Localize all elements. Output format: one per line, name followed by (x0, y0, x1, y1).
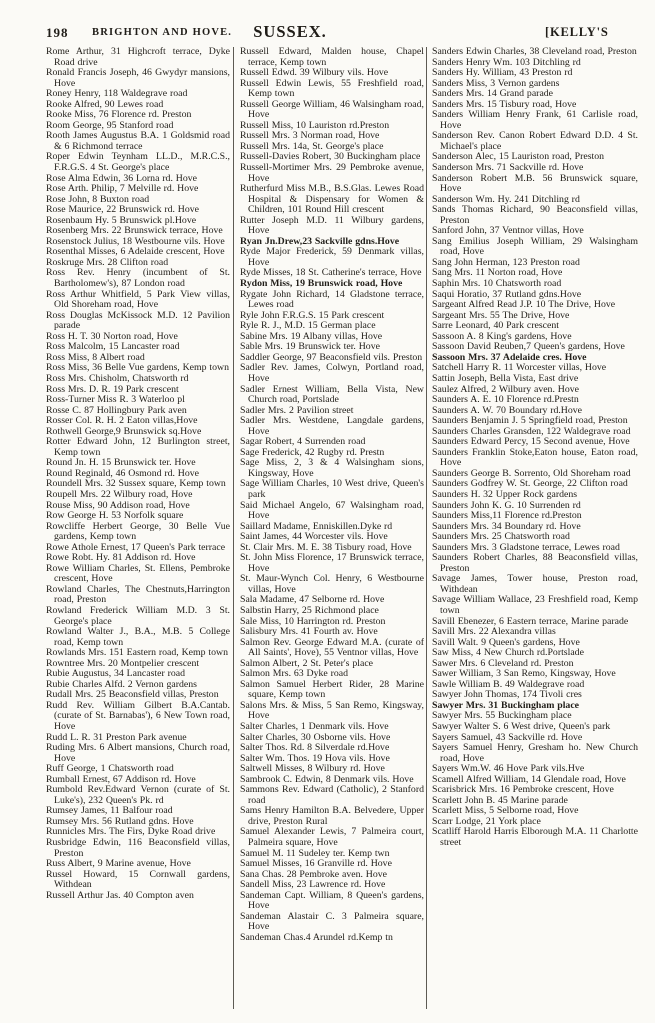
directory-entry: Salmon Albert, 2 St. Peter's place (240, 657, 374, 669)
directory-entry: Sands Thomas Richard, 90 Beaconsfield villas, Preston (432, 204, 638, 226)
directory-entry: Ryle John F.R.G.S. 15 Park crescent (240, 309, 385, 321)
directory-entry: Sanderson Mrs. 71 Sackville rd. Hove (432, 162, 584, 174)
directory-entry: Rowland Walter J., B.A., M.B. 5 College road, Kemp town (46, 626, 230, 648)
directory-entry: Russel Howard, 15 Cornwall gardens, Withdean (46, 868, 230, 891)
directory-entry: Room George, 95 Stanford road (46, 119, 174, 131)
directory-entry: Rosenberg Mrs. 22 Brunswick terrace, Hove (46, 225, 223, 237)
directory-entry: Sambrook C. Edwin, 8 Denmark vils. Hove (240, 773, 414, 785)
directory-entry: Rothwell George,9 Brunswick sq.Hove (46, 425, 202, 437)
directory-entry: Sanderson Wm. Hy. 241 Ditchling rd (432, 193, 580, 205)
directory-entry: Rome Arthur, 31 Highcroft terrace, Dyke Road drive (46, 47, 230, 68)
directory-entry: Sang Mrs. 11 Norton road, Hove (432, 267, 563, 279)
directory-entry: Saunders Mrs. 3 Gladstone terrace, Lewes road (432, 541, 620, 553)
directory-entry: Rutter Joseph M.D. 11 Wilbury gardens, Hove (240, 214, 424, 237)
directory-entry: Rudd L. R. 31 Preston Park avenue (46, 731, 187, 743)
directory-entry: Rumsey James, 11 Balfour road (46, 805, 173, 817)
directory-entry: Saphin Mrs. 10 Chatsworth road (432, 278, 562, 290)
directory-entry: Sanford John, 37 Ventnor villas, Hove (432, 225, 584, 237)
directory-entry: Sassoon A. 8 King's gardens, Hove (432, 330, 572, 342)
directory-entry: Sanderson Alec, 15 Lauriston road, Preston (432, 151, 605, 163)
directory-entry: Russell Edward, Malden house, Chapel terrace, Kemp town (240, 47, 424, 68)
directory-entry: Sanders Henry Wm. 103 Ditchling rd (432, 56, 581, 68)
column-divider (426, 47, 427, 1009)
directory-entry: Rusbridge Edwin, 116 Beaconsfield villas, Preston (46, 837, 230, 859)
directory-entry: Sanderson Robert M.B. 56 Brunswick square, Hove (432, 172, 638, 195)
directory-entry: Savage William Wallace, 23 Freshfield road, Kemp town (432, 594, 638, 616)
directory-entry: Sandell Miss, 23 Lawrence rd. Hove (240, 879, 386, 891)
directory-entry: Rowlands Mrs. 151 Eastern road, Kemp town (46, 647, 228, 659)
directory-entry: Roper Edwin Teynham LL.D., M.R.C.S., F.R.G.S. 4 St. George's place (46, 151, 230, 174)
directory-entry: Saddler George, 97 Beaconsfield vils. Preston (240, 351, 423, 363)
directory-entry: Rygate John Richard, 14 Gladstone terrace, Lewes road (240, 288, 424, 311)
directory-entry: Russell Miss, 10 Lauriston rd.Preston (240, 119, 390, 131)
directory-entry: Runnicles Mrs. The Firs, Dyke Road drive (46, 826, 216, 838)
directory-entry: Sana Chas. 28 Pembroke aven. Hove (240, 868, 388, 880)
directory-entry: Salmon Rev. George Edward M.A. (curate of All Saints', Hove), 55 Ventnor villas, Hove (240, 636, 424, 659)
directory-entry: Saunders H. 32 Upper Rock gardens (432, 488, 578, 500)
directory-entry: Sanders Mrs. 14 Grand parade (432, 88, 554, 100)
directory-entry: Ross-Turner Miss R. 3 Waterloo pl (46, 394, 185, 406)
directory-entry: Saunders Charles Gransden, 122 Waldegrave road (432, 425, 631, 437)
directory-entry: Sawyer Mrs. 55 Buckingham place (432, 710, 572, 722)
directory-entry: Sawyer Mrs. 31 Buckingham place (432, 699, 580, 711)
directory-entry: Sanderson Rev. Canon Robert Edward D.D. 4 St. Michael's place (432, 130, 638, 152)
directory-entry: Rose Arth. Philip, 7 Melville rd. Hove (46, 183, 199, 195)
directory-entry: Saunders Edward Percy, 15 Second avenue, Hove (432, 436, 630, 448)
directory-entry: Sadler Rev. James, Colwyn, Portland road, Hove (240, 362, 424, 384)
directory-entry: Row George H. 53 Norfolk square (46, 510, 184, 522)
directory-entry: Russell Arthur Jas. 40 Compton aven (46, 889, 194, 901)
directory-entry: Sawyer John Thomas, 174 Tivoli cres (432, 689, 582, 701)
directory-entry: Roskruge Mrs. 28 Clifton road (46, 256, 169, 268)
directory-entry: St. Maur-Wynch Col. Henry, 6 Westbourne villas, Hove (240, 573, 424, 595)
directory-entry: Scamell Alfred William, 14 Glendale road, Hove (432, 773, 626, 785)
directory-entry: Russell-Mortimer Mrs. 29 Pembroke avenue, Hove (240, 162, 424, 184)
directory-entry: Ross Arthur Whitfield, 5 Park View villas, Old Shoreham road, Hove (46, 288, 230, 311)
directory-entry: Sanders Mrs. 15 Tisbury road, Hove (432, 98, 577, 110)
directory-entry: Scarlett Miss, 5 Selborne road, Hove (432, 805, 579, 817)
directory-entry: Rubie Augustus, 34 Lancaster road (46, 668, 186, 680)
county-title: SUSSEX. (253, 22, 327, 41)
directory-entry: Sanders William Henry Frank, 61 Carlisle road, Hove (432, 109, 638, 131)
directory-entry: Ronald Francis Joseph, 46 Gwydyr mansions, Hove (46, 67, 230, 89)
directory-entry: Ross Malcolm, 15 Lancaster road (46, 341, 180, 353)
directory-entry: Savage James, Tower house, Preston road, Withdean (432, 573, 638, 595)
directory-entry: Rumball Ernest, 67 Addison rd. Hove (46, 773, 196, 785)
page-header (0, 0, 655, 46)
directory-entry: Salisbury Mrs. 41 Fourth av. Hove (240, 626, 378, 638)
directory-entry: Rowe Robt. Hy. 81 Addison rd. Hove (46, 552, 196, 564)
directory-entry: Rosenstock Julius, 18 Westbourne vils. Hove (46, 235, 225, 247)
directory-entry: Sassoon Mrs. 37 Adelaide cres. Hove (432, 351, 587, 363)
directory-entry: Sadler Mrs. Westdene, Langdale gardens, Hove (240, 415, 424, 437)
directory-entry: Rosse C. 87 Hollingbury Park aven (46, 404, 187, 416)
directory-entry: Sable Mrs. 19 Brunswick ter. Hove (240, 341, 380, 353)
directory-entry: Roney Henry, 118 Waldegrave road (46, 88, 188, 100)
directory-entry: Rowcliffe Herbert George, 30 Belle Vue gardens, Kemp town (46, 520, 230, 543)
directory-entry: Rubie Charles Alfd. 2 Vernon gardens (46, 678, 197, 690)
directory-entry: Sale Miss, 10 Harrington rd. Preston (240, 615, 386, 627)
directory-entry: Sage William Charles, 10 West drive, Queen's park (240, 478, 424, 500)
directory-entry: Ross Mrs. D. R. 19 Park crescent (46, 383, 179, 395)
directory-entry: Rouse Miss, 90 Addison road, Hove (46, 499, 190, 511)
directory-entry: Ruding Mrs. 6 Albert mansions, Church road, Hove (46, 742, 230, 764)
directory-entry: Sandeman Alastair C. 3 Palmeira square, Hove (240, 910, 424, 933)
directory-entry: Said Michael Angelo, 67 Walsingham road, Hove (240, 499, 424, 522)
directory-entry: Salmon Samuel Herbert Rider, 28 Marine square, Kemp town (240, 678, 424, 701)
directory-entry: Roupell Mrs. 22 Wilbury road, Hove (46, 488, 193, 500)
directory-entry: Saunders A. E. 10 Florence rd.Prestn (432, 394, 579, 406)
directory-entry: Saillard Madame, Enniskillen.Dyke rd (240, 520, 393, 532)
directory-entry: Savill Walt. 9 Queen's gardens, Hove (432, 636, 580, 648)
column-divider (233, 47, 234, 1009)
directory-entry: Sammons Rev. Edward (Catholic), 2 Stanford road (240, 784, 424, 806)
directory-entry: Salmon Mrs. 63 Dyke road (240, 668, 348, 680)
directory-entry: Sadler Ernest William, Bella Vista, New Church road, Portslade (240, 383, 424, 406)
directory-entry: Sayers Samuel, 43 Sackville rd. Hove (432, 731, 583, 743)
directory-entry: Rotter Edward John, 12 Burlington street, Kemp town (46, 436, 230, 458)
directory-entry: Sadler Mrs. 2 Pavilion street (240, 404, 354, 416)
directory-column-3 (432, 47, 638, 1015)
directory-entry: Sabine Mrs. 19 Albany villas, Hove (240, 330, 383, 342)
directory-entry: Ruff George, 1 Chatsworth road (46, 763, 174, 775)
directory-entry: Sage Frederick, 42 Rugby rd. Prestn (240, 446, 385, 458)
directory-entry: Savill Ebenezer, 6 Eastern terrace, Marine parade (432, 615, 629, 627)
directory-entry: Rydon Miss, 19 Brunswick road, Hove (240, 278, 403, 290)
directory-entry: Rooke Miss, 76 Florence rd. Preston (46, 109, 192, 121)
directory-entry: Saint James, 44 Worcester vils. Hove (240, 531, 388, 543)
directory-entry: Salbstin Harry, 25 Richmond place (240, 604, 379, 616)
directory-entry: Russell Edwin Lewis, 55 Freshfield road, Kemp town (240, 77, 424, 100)
directory-entry: Rowland Charles, The Chestnuts,Harrington road, Preston (46, 583, 230, 606)
directory-entry: Sawer William, 3 San Remo, Kingsway, Hove (432, 668, 616, 680)
directory-entry: Sawer Mrs. 6 Cleveland rd. Preston (432, 657, 574, 669)
directory-entry: Round Jn. H. 15 Brunswick ter. Hove (46, 457, 196, 469)
directory-entry: Sala Madame, 47 Selborne rd. Hove (240, 594, 385, 606)
directory-entry: Sargeant Alfred Read J.P. 10 The Drive, Hove (432, 299, 616, 311)
directory-entry: Ryan Jn.Drew,23 Sackville gdns.Hove (240, 235, 400, 247)
directory-entry: Rooth James Augustus B.A. 1 Goldsmid road & 6 Richmond terrace (46, 130, 230, 152)
directory-entry: Rosenthal Misses, 6 Adelaide crescent, Hove (46, 246, 225, 258)
directory-entry: St. John Miss Florence, 17 Brunswick terrace, Hove (240, 552, 424, 574)
directory-entry: Samuel Misses, 16 Granville rd. Hove (240, 858, 392, 870)
directory-entry: Salter Thos. Rd. 8 Silverdale rd.Hove (240, 742, 390, 754)
directory-entry: Saqui Horatio, 37 Rutland gdns.Hove (432, 288, 582, 300)
directory-entry: Scarlett John B. 45 Marine parade (432, 794, 568, 806)
directory-entry: Saunders George B. Sorrento, Old Shoreham road (432, 467, 631, 479)
directory-entry: Sattin Joseph, Bella Vista, East drive (432, 372, 579, 384)
directory-entry: Russell Mrs. 14a, St. George's place (240, 140, 384, 152)
directory-entry: Sage Miss, 2, 3 & 4 Walsingham sions, Kingsway, Hove (240, 457, 424, 479)
directory-entry: Sams Henry Hamilton B.A. Belvedere, Upper drive, Preston Rural (240, 805, 424, 827)
directory-entry: Savill Mrs. 22 Alexandra villas (432, 626, 556, 638)
directory-entry: Rowe William Charles, St. Ellens, Pembroke crescent, Hove (46, 562, 230, 585)
directory-entry: Ross H. T. 30 Norton road, Hove (46, 330, 178, 342)
directory-entry: Saulez Alfred, 2 Wilbury aven. Hove (432, 383, 579, 395)
directory-entry: Saunders Mrs. 25 Chatsworth road (432, 531, 570, 543)
directory-entry: Rudall Mrs. 25 Beaconsfield villas, Preston (46, 689, 219, 701)
directory-entry: Rumsey Mrs. 56 Rutland gdns. Hove (46, 815, 194, 827)
directory-entry: Russell Mrs. 3 Norman road, Hove (240, 130, 380, 142)
directory-entry: Rowntree Mrs. 20 Montpelier crescent (46, 657, 200, 669)
directory-entry: Saw Miss, 4 New Church rd.Portslade (432, 647, 584, 659)
directory-entry: Saunders Franklin Stoke,Eaton house, Eaton road, Hove (432, 446, 638, 469)
directory-entry: Ross Rev. Henry (incumbent of St. Bartholomew's), 87 London road (46, 267, 230, 290)
directory-entry: Ryde Misses, 18 St. Catherine's terrace, Hove (240, 267, 422, 279)
directory-entry: Sang John Herman, 123 Preston road (432, 256, 580, 268)
directory-entry: Rutherfurd Miss M.B., B.S.Glas. Lewes Road Hospital & Dispensary for Women & Children, 101 Round Hill crescent (240, 183, 424, 216)
directory-entry: Saunders John K. G. 10 Surrenden rd (432, 499, 581, 511)
directory-entry: Saunders Robert Charles, 88 Beaconsfield villas, Preston (432, 552, 638, 574)
directory-entry: Ryle R. J., M.D. 15 German place (240, 320, 376, 332)
directory-entry: Sagar Robert, 4 Surrenden road (240, 436, 366, 448)
directory-entry: Russell George William, 46 Walsingham road, Hove (240, 98, 424, 121)
directory-entry: Russell Edwd. 39 Wilbury vils. Hove (240, 67, 389, 79)
directory-entry: Sayers Wm.W. 46 Hove Park vils.Hve (432, 763, 585, 775)
directory-column-2 (240, 47, 424, 1015)
directory-entry: Sargeant Mrs. 55 The Drive, Hove (432, 309, 570, 321)
directory-entry: Rose Maurice, 22 Brunswick rd. Hove (46, 204, 200, 216)
directory-entry: Sandeman Capt. William, 8 Queen's gardens, Hove (240, 889, 424, 912)
directory-entry: Saunders Godfrey W. St. George, 22 Clifton road (432, 478, 628, 490)
directory-entry: St. Clair Mrs. M. E. 38 Tisbury road, Hove (240, 541, 412, 553)
directory-entry: Saltwell Misses, 8 Wilbury rd. Hove (240, 763, 385, 775)
directory-entry: Scarr Lodge, 21 York place (432, 815, 541, 827)
directory-entry: Sassoon David Reuben,7 Queen's gardens, Hove (432, 341, 625, 353)
directory-entry: Ross Miss, 36 Belle Vue gardens, Kemp town (46, 362, 229, 374)
directory-entry: Sawle William B. 49 Waldegrave road (432, 678, 585, 690)
directory-entry: Salter Charles, 30 Osborne vils. Hove (240, 731, 391, 743)
running-title-left: BRIGHTON AND HOVE. (92, 27, 233, 38)
directory-entry: Ross Mrs. Chisholm, Chatsworth rd (46, 372, 189, 384)
directory-entry: Roundell Mrs. 32 Sussex square, Kemp town (46, 478, 226, 490)
directory-entry: Rudd Rev. William Gilbert B.A.Cantab. (curate of St. Barnabas'), 6 New Town road, Hove (46, 699, 230, 732)
directory-entry: Samuel M. 11 Sudeley ter. Kemp twn (240, 847, 390, 859)
directory-entry: Ryde Major Frederick, 59 Denmark villas, Hove (240, 246, 424, 268)
directory-entry: Rowland Frederick William M.D. 3 St. George's place (46, 604, 230, 627)
directory-entry: Salter Wm. Thos. 19 Hova vils. Hove (240, 752, 390, 764)
directory-entry: Russell-Davies Robert, 30 Buckingham place (240, 151, 421, 163)
directory-entry: Salons Mrs. & Miss, 5 San Remo, Kingsway, Hove (240, 699, 424, 722)
directory-entry: Ross Douglas McKissock M.D. 12 Pavilion parade (46, 309, 230, 332)
running-title-right: [KELLY'S (545, 25, 609, 39)
directory-entry: Rose John, 8 Buxton road (46, 193, 150, 205)
directory-entry: Satchell Harry R. 11 Worcester villas, Hove (432, 362, 607, 374)
directory-entry: Saunders Mrs. 34 Boundary rd. Hove (432, 520, 581, 532)
directory-entry: Sarre Leonard, 40 Park crescent (432, 320, 559, 332)
directory-entry: Sayers Samuel Henry, Gresham ho. New Church road, Hove (432, 742, 638, 764)
directory-entry: Rooke Alfred, 90 Lewes road (46, 98, 164, 110)
directory-entry: Salter Charles, 1 Denmark vils. Hove (240, 721, 389, 732)
directory-entry: Saunders Miss,11 Florence rd.Preston (432, 510, 582, 522)
directory-entry: Round Reginald, 46 Osmond rd. Hove (46, 467, 200, 479)
directory-entry: Sanders Edwin Charles, 38 Cleveland road, Preston (432, 47, 637, 57)
page-number: 198 (46, 25, 69, 40)
directory-entry: Sandeman Chas.4 Arundel rd.Kemp tn (240, 931, 393, 943)
directory-entry: Rowe Athole Ernest, 17 Queen's Park terrace (46, 541, 226, 553)
directory-entry: Sanders Miss, 3 Vernon gardens (432, 77, 560, 89)
directory-entry: Saunders Benjamin J. 5 Springfield road, Preston (432, 415, 628, 427)
directory-entry: Rumbold Rev.Edward Vernon (curate of St. Luke's), 232 Queen's Pk. rd (46, 784, 230, 806)
directory-entry: Samuel Alexander Lewis, 7 Palmeira court, Palmeira square, Hove (240, 826, 424, 849)
directory-column-1 (46, 47, 230, 1015)
directory-entry: Russ Albert, 9 Marine avenue, Hove (46, 858, 191, 870)
directory-entry: Sanders Hy. William, 43 Preston rd (432, 67, 573, 79)
directory-entry: Ross Miss, 8 Albert road (46, 351, 145, 363)
directory-entry: Rose Alma Edwin, 36 Lorna rd. Hove (46, 172, 197, 184)
directory-entry: Rosser Col. R. H. 2 Eaton villas,Hove (46, 415, 198, 427)
directory-entry: Saunders A. W. 70 Boundary rd.Hove (432, 404, 583, 416)
directory-entry: Scatliff Harold Harris Elborough M.A. 11 Charlotte street (432, 826, 638, 849)
directory-entry: Sang Emilius Joseph William, 29 Walsingham road, Hove (432, 235, 638, 258)
directory-entry: Sawyer Walter S. 6 West drive, Queen's park (432, 721, 611, 732)
directory-entry: Rosenbaum Hy. 5 Brunswick pl.Hove (46, 214, 197, 226)
directory-entry: Scarisbrick Mrs. 16 Pembroke crescent, Hove (432, 784, 614, 796)
